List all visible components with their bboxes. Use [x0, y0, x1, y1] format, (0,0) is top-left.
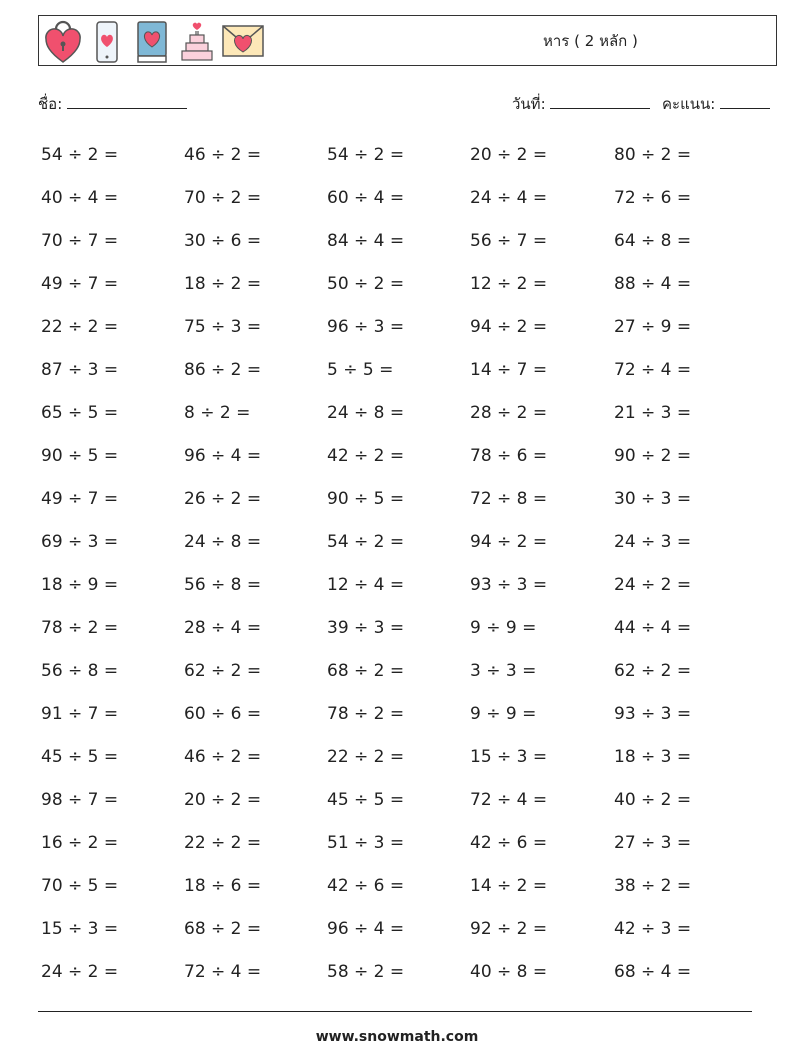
problem: 98 ÷ 7 =: [41, 790, 119, 810]
name-field[interactable]: [38, 92, 187, 116]
problem: 87 ÷ 3 =: [41, 360, 119, 380]
problem: 56 ÷ 8 =: [184, 575, 262, 595]
problem: 22 ÷ 2 =: [327, 747, 405, 767]
problem: 18 ÷ 6 =: [184, 876, 262, 896]
problem: 60 ÷ 6 =: [184, 704, 262, 724]
problem: 69 ÷ 3 =: [41, 532, 119, 552]
problem: 93 ÷ 3 =: [470, 575, 548, 595]
problem: 49 ÷ 7 =: [41, 274, 119, 294]
problem: 51 ÷ 3 =: [327, 833, 405, 853]
problem: 15 ÷ 3 =: [470, 747, 548, 767]
name-blank[interactable]: [67, 92, 187, 109]
problem: 12 ÷ 2 =: [470, 274, 548, 294]
problem: 22 ÷ 2 =: [41, 317, 119, 337]
problem: 45 ÷ 5 =: [41, 747, 119, 767]
problem: 50 ÷ 2 =: [327, 274, 405, 294]
problem: 27 ÷ 9 =: [614, 317, 692, 337]
problem: 96 ÷ 3 =: [327, 317, 405, 337]
problem: 70 ÷ 7 =: [41, 231, 119, 251]
problem: 72 ÷ 4 =: [184, 962, 262, 982]
problem: 21 ÷ 3 =: [614, 403, 692, 423]
problem: 72 ÷ 6 =: [614, 188, 692, 208]
problem: 39 ÷ 3 =: [327, 618, 405, 638]
problem: 86 ÷ 2 =: [184, 360, 262, 380]
problem: 56 ÷ 8 =: [41, 661, 119, 681]
problem: 9 ÷ 9 =: [470, 618, 537, 638]
problem: 40 ÷ 4 =: [41, 188, 119, 208]
problem: 46 ÷ 2 =: [184, 145, 262, 165]
problem: 14 ÷ 2 =: [470, 876, 548, 896]
problem: 62 ÷ 2 =: [614, 661, 692, 681]
love-letter-icon: [222, 25, 264, 57]
problem: 78 ÷ 2 =: [327, 704, 405, 724]
problem: 78 ÷ 6 =: [470, 446, 548, 466]
problem: 49 ÷ 7 =: [41, 489, 119, 509]
problem: 68 ÷ 4 =: [614, 962, 692, 982]
problem: 44 ÷ 4 =: [614, 618, 692, 638]
footer-url: www.snowmath.com: [315, 1029, 479, 1045]
problem: 20 ÷ 2 =: [470, 145, 548, 165]
book-heart-icon: [136, 20, 168, 64]
score-blank[interactable]: [720, 92, 770, 109]
problem: 90 ÷ 5 =: [41, 446, 119, 466]
problem: 8 ÷ 2 =: [184, 403, 251, 423]
problem: 72 ÷ 8 =: [470, 489, 548, 509]
problem: 80 ÷ 2 =: [614, 145, 692, 165]
problem: 16 ÷ 2 =: [41, 833, 119, 853]
problem: 24 ÷ 2 =: [614, 575, 692, 595]
problem: 12 ÷ 4 =: [327, 575, 405, 595]
problem: 45 ÷ 5 =: [327, 790, 405, 810]
problem: 15 ÷ 3 =: [41, 919, 119, 939]
problem: 5 ÷ 5 =: [327, 360, 394, 380]
problem: 68 ÷ 2 =: [184, 919, 262, 939]
problem: 18 ÷ 9 =: [41, 575, 119, 595]
problem: 70 ÷ 5 =: [41, 876, 119, 896]
problem: 46 ÷ 2 =: [184, 747, 262, 767]
problem: 58 ÷ 2 =: [327, 962, 405, 982]
problem: 75 ÷ 3 =: [184, 317, 262, 337]
problem: 3 ÷ 3 =: [470, 661, 537, 681]
problem: 28 ÷ 4 =: [184, 618, 262, 638]
problem: 60 ÷ 4 =: [327, 188, 405, 208]
problem: 84 ÷ 4 =: [327, 231, 405, 251]
problem: 96 ÷ 4 =: [184, 446, 262, 466]
heart-lock-icon: [45, 20, 81, 64]
footer-divider: [38, 1011, 752, 1012]
problem: 94 ÷ 2 =: [470, 532, 548, 552]
problem: 24 ÷ 2 =: [41, 962, 119, 982]
problem: 62 ÷ 2 =: [184, 661, 262, 681]
problem: 24 ÷ 8 =: [327, 403, 405, 423]
wedding-cake-icon: [179, 20, 215, 64]
problem: 72 ÷ 4 =: [470, 790, 548, 810]
problem: 40 ÷ 2 =: [614, 790, 692, 810]
problem: 42 ÷ 6 =: [327, 876, 405, 896]
problem: 18 ÷ 3 =: [614, 747, 692, 767]
problem: 38 ÷ 2 =: [614, 876, 692, 896]
problem: 93 ÷ 3 =: [614, 704, 692, 724]
score-label: คะแนน:: [662, 95, 716, 113]
problem: 24 ÷ 4 =: [470, 188, 548, 208]
problem: 14 ÷ 7 =: [470, 360, 548, 380]
problem: 72 ÷ 4 =: [614, 360, 692, 380]
problem: 92 ÷ 2 =: [470, 919, 548, 939]
name-label: ชื่อ:: [38, 95, 63, 113]
problem: 70 ÷ 2 =: [184, 188, 262, 208]
problem: 88 ÷ 4 =: [614, 274, 692, 294]
problem: 64 ÷ 8 =: [614, 231, 692, 251]
problem: 42 ÷ 2 =: [327, 446, 405, 466]
problem: 42 ÷ 3 =: [614, 919, 692, 939]
problem: 78 ÷ 2 =: [41, 618, 119, 638]
problem: 94 ÷ 2 =: [470, 317, 548, 337]
problem: 90 ÷ 5 =: [327, 489, 405, 509]
problem: 65 ÷ 5 =: [41, 403, 119, 423]
problem: 24 ÷ 8 =: [184, 532, 262, 552]
problem: 42 ÷ 6 =: [470, 833, 548, 853]
problem: 40 ÷ 8 =: [470, 962, 548, 982]
problem: 22 ÷ 2 =: [184, 833, 262, 853]
header-box: [38, 15, 777, 66]
problem: 28 ÷ 2 =: [470, 403, 548, 423]
problem: 30 ÷ 6 =: [184, 231, 262, 251]
date-blank[interactable]: [550, 92, 650, 109]
problem: 96 ÷ 4 =: [327, 919, 405, 939]
problem: 54 ÷ 2 =: [41, 145, 119, 165]
phone-heart-icon: [95, 20, 119, 64]
problem: 30 ÷ 3 =: [614, 489, 692, 509]
score-field[interactable]: [662, 92, 770, 116]
problem: 54 ÷ 2 =: [327, 145, 405, 165]
problem: 9 ÷ 9 =: [470, 704, 537, 724]
problem: 56 ÷ 7 =: [470, 231, 548, 251]
problem: 27 ÷ 3 =: [614, 833, 692, 853]
problem: 26 ÷ 2 =: [184, 489, 262, 509]
problem: 68 ÷ 2 =: [327, 661, 405, 681]
problem: 91 ÷ 7 =: [41, 704, 119, 724]
problem: 90 ÷ 2 =: [614, 446, 692, 466]
date-field[interactable]: [512, 92, 650, 116]
problem: 18 ÷ 2 =: [184, 274, 262, 294]
date-label: วันที่:: [512, 95, 546, 113]
problem: 24 ÷ 3 =: [614, 532, 692, 552]
worksheet-title: หาร ( 2 หลัก ): [543, 32, 638, 50]
problem: 54 ÷ 2 =: [327, 532, 405, 552]
problem: 20 ÷ 2 =: [184, 790, 262, 810]
